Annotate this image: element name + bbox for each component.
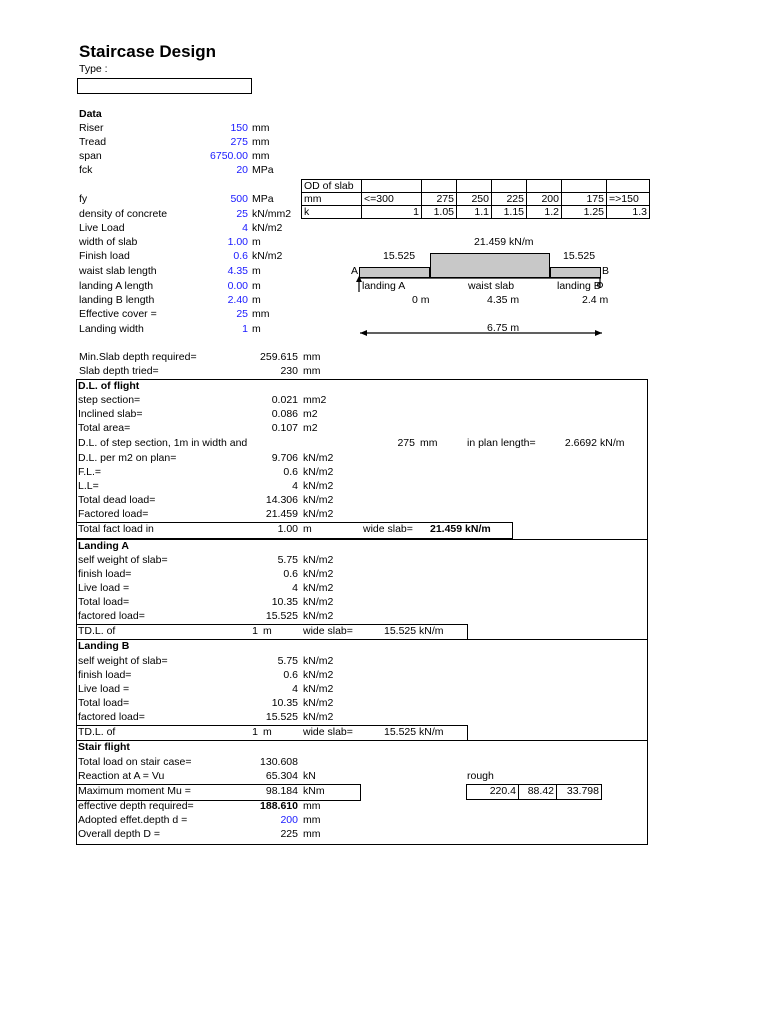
- center-load-label: 21.459 kN/m: [474, 236, 534, 248]
- total-fact-load-label2: wide slab=: [363, 523, 413, 535]
- od-cell: [422, 180, 457, 193]
- calc-label: finish load=: [78, 568, 132, 580]
- calc-unit: kN/m2: [303, 452, 334, 464]
- input-unit: kN/m2: [252, 222, 283, 234]
- reaction-value: 65.304: [265, 770, 298, 782]
- input-label: waist slab length: [79, 265, 157, 277]
- landing-a-segment-label: landing A: [362, 280, 406, 292]
- step-dl-unit: kN/m: [600, 437, 625, 449]
- adopted-depth-value[interactable]: 200: [280, 814, 298, 826]
- moment-unit: kNm: [303, 785, 325, 797]
- calc-value: 0.107: [271, 422, 298, 434]
- calc-unit: kN/m2: [303, 508, 334, 520]
- calc-unit: kN/m2: [303, 582, 334, 594]
- total-fact-load-width-unit: m: [303, 523, 312, 535]
- input-value[interactable]: 0.6: [233, 250, 248, 262]
- rough-value: 88.42: [527, 785, 554, 797]
- input-value[interactable]: 500: [230, 193, 248, 205]
- page-title: Staircase Design: [79, 42, 217, 61]
- calc-label: Total load=: [78, 596, 130, 608]
- calc-value: 4: [292, 683, 298, 695]
- calc-label: Total dead load=: [78, 494, 156, 506]
- calc-unit: kN/m2: [303, 568, 334, 580]
- total-load-value: 130.608: [260, 756, 298, 768]
- dl-flight-heading: D.L. of flight: [78, 380, 140, 392]
- input-unit: m: [252, 294, 261, 306]
- od-cell: =>150: [607, 193, 650, 206]
- calc-value: 9.706: [271, 452, 298, 464]
- calc-label: D.L. per m2 on plan=: [78, 452, 177, 464]
- input-value[interactable]: 275: [230, 136, 248, 148]
- calc-label: finish load=: [78, 669, 132, 681]
- tried-depth-unit: mm: [303, 365, 321, 377]
- calc-value: 10.35: [271, 596, 298, 608]
- od-cell: [362, 180, 422, 193]
- od-cell: [562, 180, 607, 193]
- landing-b-total-width: 1: [252, 726, 258, 738]
- input-value[interactable]: 1: [242, 323, 248, 335]
- input-unit: MPa: [252, 193, 274, 205]
- input-label: span: [79, 150, 102, 162]
- input-value[interactable]: 2.40: [227, 294, 248, 306]
- input-label: landing A length: [79, 280, 154, 292]
- calc-unit: m2: [303, 408, 318, 420]
- od-cell: [527, 180, 562, 193]
- calc-value: 5.75: [277, 655, 298, 667]
- input-unit: MPa: [252, 164, 274, 176]
- section-divider: [76, 639, 648, 640]
- stair-flight-heading: Stair flight: [78, 741, 130, 753]
- calc-value: 4: [292, 480, 298, 492]
- min-depth-label: Min.Slab depth required=: [79, 351, 197, 363]
- calc-value: 0.6: [283, 669, 298, 681]
- od-cell: [457, 180, 492, 193]
- input-label: fy: [79, 193, 88, 205]
- section-divider: [76, 740, 648, 741]
- od-cell: 1.3: [607, 206, 650, 219]
- calc-unit: kN/m2: [303, 697, 334, 709]
- input-unit: mm: [252, 150, 270, 162]
- calc-value: 0.021: [271, 394, 298, 406]
- moment-label: Maximum moment Mu =: [78, 785, 191, 797]
- reaction-unit: kN: [303, 770, 316, 782]
- landing-b-total-label2: wide slab=: [303, 726, 353, 738]
- calc-label: Factored load=: [78, 508, 149, 520]
- od-cell: [492, 180, 527, 193]
- section-divider: [76, 539, 648, 540]
- od-cell: 250: [457, 193, 492, 206]
- calc-value: 0.086: [271, 408, 298, 420]
- input-label: density of concrete: [79, 208, 168, 220]
- support-b-label: B: [602, 265, 610, 277]
- overall-depth-label: Overall depth D =: [78, 828, 161, 840]
- landing-a-total-width: 1: [252, 625, 258, 637]
- calc-unit: kN/m2: [303, 466, 334, 478]
- tried-depth-value: 230: [280, 365, 298, 377]
- step-dl-tread: 275: [397, 437, 415, 449]
- waist-length: 4.35 m: [487, 294, 520, 306]
- rough-label: rough: [467, 770, 494, 782]
- input-unit: m: [252, 236, 261, 248]
- calc-value: 14.306: [265, 494, 298, 506]
- calc-value: 15.525: [265, 610, 298, 622]
- calc-value: 10.35: [271, 697, 298, 709]
- tried-depth-label: Slab depth tried=: [79, 365, 159, 377]
- calc-label: Live load =: [78, 683, 130, 695]
- total-fact-load-label: Total fact load in: [78, 523, 154, 535]
- support-a-label: A: [351, 265, 359, 277]
- od-cell: 1.1: [457, 206, 492, 219]
- total-fact-load-width: 1.00: [277, 523, 298, 535]
- input-value[interactable]: 4.35: [227, 265, 248, 277]
- od-cell: 1.25: [562, 206, 607, 219]
- calc-label: Inclined slab=: [78, 408, 143, 420]
- landing-a-total-width-unit: m: [263, 625, 272, 637]
- input-label: Landing width: [79, 323, 144, 335]
- right-load-label: 15.525: [563, 250, 596, 262]
- od-cell: 1.15: [492, 206, 527, 219]
- od-cell: [607, 180, 650, 193]
- landing-b-heading: Landing B: [78, 640, 130, 652]
- adopted-depth-label: Adopted effet.depth d =: [78, 814, 188, 826]
- rough-value: 220.4: [489, 785, 516, 797]
- od-k-table: [301, 179, 650, 219]
- input-label: Tread: [79, 136, 107, 148]
- input-value[interactable]: 20: [236, 164, 248, 176]
- type-label: Type :: [79, 63, 108, 75]
- eff-depth-unit: mm: [303, 800, 321, 812]
- od-cell: 200: [527, 193, 562, 206]
- waist-segment-label: waist slab: [468, 280, 515, 292]
- od-cell: k: [302, 206, 362, 219]
- min-depth-unit: mm: [303, 351, 321, 363]
- input-value[interactable]: 25: [236, 308, 248, 320]
- od-cell: 275: [422, 193, 457, 206]
- calc-label: Total area=: [78, 422, 131, 434]
- calc-value: 5.75: [277, 554, 298, 566]
- moment-value: 98.184: [265, 785, 298, 797]
- input-unit: m: [252, 280, 261, 292]
- step-dl-label2: in plan length=: [467, 437, 536, 449]
- total-span-length: 6.75 m: [487, 322, 520, 334]
- calc-label: Live load =: [78, 582, 130, 594]
- overall-depth-value: 225: [280, 828, 298, 840]
- input-label: Finish load: [79, 250, 130, 262]
- landing-b-total-label: TD.L. of: [78, 726, 116, 738]
- od-cell: mm: [302, 193, 362, 206]
- calc-unit: kN/m2: [303, 596, 334, 608]
- input-label: Riser: [79, 122, 104, 134]
- input-value[interactable]: 6750.00: [210, 150, 248, 162]
- input-unit: m: [252, 323, 261, 335]
- calc-label: step section=: [78, 394, 141, 406]
- od-cell: <=300: [362, 193, 422, 206]
- step-dl-tread-unit: mm: [420, 437, 438, 449]
- input-label: landing B length: [79, 294, 155, 306]
- calc-value: 15.525: [265, 711, 298, 723]
- total-load-label: Total load on stair case=: [78, 756, 192, 768]
- calc-value: 21.459: [265, 508, 298, 520]
- input-value[interactable]: 25: [236, 208, 248, 220]
- input-unit: mm: [252, 136, 270, 148]
- calc-label: factored load=: [78, 711, 145, 723]
- input-value[interactable]: 4: [242, 222, 248, 234]
- input-unit: kN/m2: [252, 250, 283, 262]
- landing-a-length: 0 m: [412, 294, 430, 306]
- calc-unit: kN/m2: [303, 610, 334, 622]
- input-unit: mm: [252, 122, 270, 134]
- od-cell: 1: [362, 206, 422, 219]
- type-input[interactable]: [77, 78, 252, 94]
- adopted-depth-unit: mm: [303, 814, 321, 826]
- overall-depth-unit: mm: [303, 828, 321, 840]
- calc-value: 4: [292, 582, 298, 594]
- input-label: width of slab: [79, 236, 138, 248]
- landing-a-total-label: TD.L. of: [78, 625, 116, 637]
- calc-unit: kN/m2: [303, 655, 334, 667]
- input-label: Live Load: [79, 222, 125, 234]
- input-label: Effective cover =: [79, 308, 157, 320]
- od-cell: OD of slab: [302, 180, 362, 193]
- input-label: fck: [79, 164, 93, 176]
- od-cell: 1.2: [527, 206, 562, 219]
- input-unit: m: [252, 265, 261, 277]
- eff-depth-label: effective depth required=: [78, 800, 194, 812]
- calc-label: factored load=: [78, 610, 145, 622]
- landing-b-total-width-unit: m: [263, 726, 272, 738]
- landing-b-segment-label: landing B: [557, 280, 601, 292]
- calc-unit: kN/m2: [303, 683, 334, 695]
- reaction-label: Reaction at A = Vu: [78, 770, 165, 782]
- calc-unit: kN/m2: [303, 554, 334, 566]
- data-heading: Data: [79, 108, 102, 120]
- calc-unit: kN/m2: [303, 669, 334, 681]
- landing-b-total-value: 15.525 kN/m: [384, 726, 444, 738]
- input-value[interactable]: 0.00: [227, 280, 248, 292]
- od-cell: 175: [562, 193, 607, 206]
- calc-value: 0.6: [283, 568, 298, 580]
- calc-unit: kN/m2: [303, 711, 334, 723]
- calc-unit: mm2: [303, 394, 327, 406]
- rough-value: 33.798: [566, 785, 599, 797]
- landing-b-length: 2.4 m: [582, 294, 609, 306]
- calc-unit: m2: [303, 422, 318, 434]
- calc-unit: kN/m2: [303, 480, 334, 492]
- calc-label: self weight of slab=: [78, 655, 168, 667]
- landing-a-total-label2: wide slab=: [303, 625, 353, 637]
- landing-a-total-value: 15.525 kN/m: [384, 625, 444, 637]
- calc-label: Total load=: [78, 697, 130, 709]
- od-cell: 1.05: [422, 206, 457, 219]
- input-unit: kN/mm2: [252, 208, 292, 220]
- total-fact-load-value: 21.459 kN/m: [430, 523, 491, 535]
- input-value[interactable]: 1.00: [227, 236, 248, 248]
- calc-label: L.L=: [78, 480, 99, 492]
- left-load-label: 15.525: [383, 250, 416, 262]
- calc-label: self weight of slab=: [78, 554, 168, 566]
- input-unit: mm: [252, 308, 270, 320]
- eff-depth-value: 188.610: [260, 800, 298, 812]
- calc-unit: kN/m2: [303, 494, 334, 506]
- step-dl-value: 2.6692: [564, 437, 597, 449]
- min-depth-value: 259.615: [260, 351, 298, 363]
- calc-label: F.L.=: [78, 466, 102, 478]
- input-value[interactable]: 150: [230, 122, 248, 134]
- landing-a-heading: Landing A: [78, 540, 129, 552]
- calc-value: 0.6: [283, 466, 298, 478]
- od-cell: 225: [492, 193, 527, 206]
- step-dl-label: D.L. of step section, 1m in width and: [78, 437, 248, 449]
